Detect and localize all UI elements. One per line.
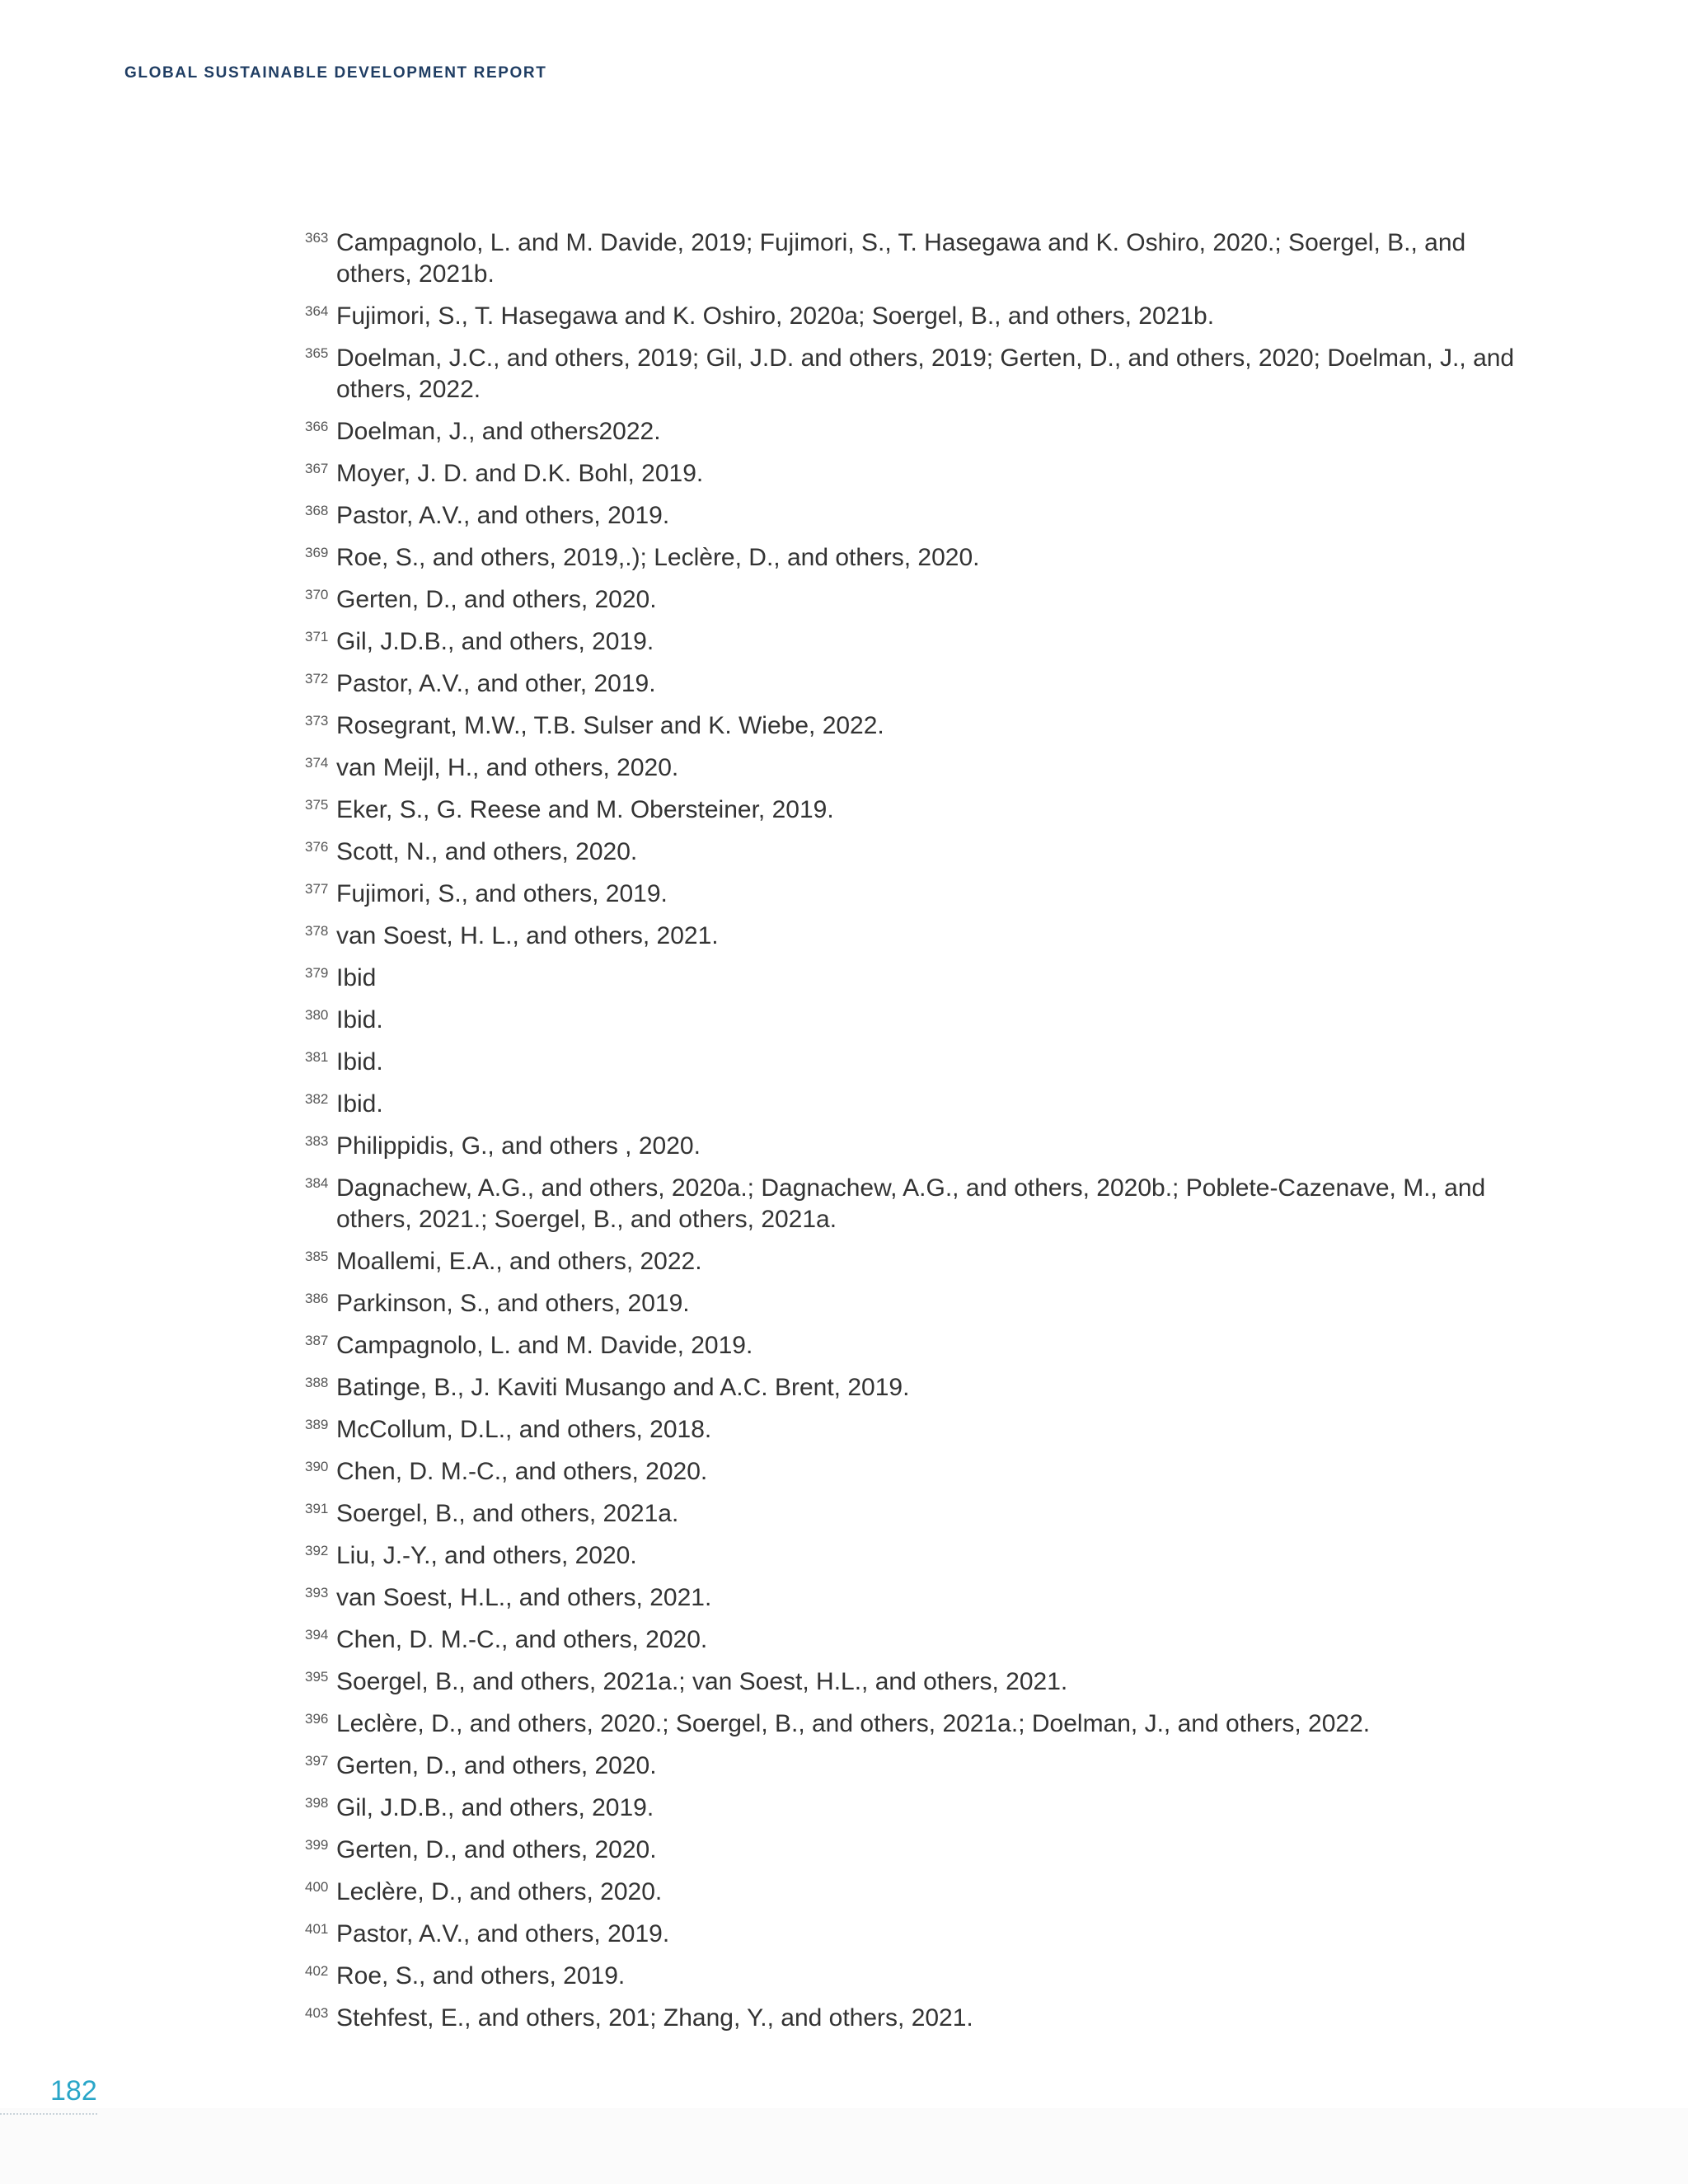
endnote-item bbox=[305, 1047, 1541, 1078]
endnote-text: Pastor, A.V., and other, 2019. bbox=[336, 670, 656, 697]
endnote-item bbox=[305, 343, 1541, 405]
endnote-text: Ibid. bbox=[336, 1090, 383, 1118]
endnote-text: Campagnolo, L. and M. Davide, 2019; Fujimori, S., T. Hasegawa and K. Oshiro, 2020.; Soergel, B., and others, 2021b. bbox=[336, 229, 1466, 288]
endnote-item bbox=[305, 1288, 1541, 1319]
endnote-item bbox=[305, 1877, 1541, 1908]
endnote-number: 380 bbox=[305, 1007, 329, 1023]
endnote-text: Roe, S., and others, 2019,.); Leclère, D., and others, 2020. bbox=[336, 544, 980, 571]
endnote-number: 384 bbox=[305, 1175, 329, 1191]
endnote-number: 385 bbox=[305, 1249, 329, 1264]
endnote-item bbox=[305, 1456, 1541, 1488]
endnote-number: 396 bbox=[305, 1711, 329, 1727]
endnote-item bbox=[305, 1961, 1541, 1992]
endnote-text: van Soest, H.L., and others, 2021. bbox=[336, 1584, 712, 1611]
endnote-number: 393 bbox=[305, 1585, 329, 1601]
endnote-item bbox=[305, 1498, 1541, 1530]
endnote-number: 401 bbox=[305, 1921, 329, 1937]
endnote-number: 373 bbox=[305, 713, 329, 729]
endnote-text: Doelman, J., and others2022. bbox=[336, 418, 661, 445]
endnote-text: Fujimori, S., T. Hasegawa and K. Oshiro, 2020a; Soergel, B., and others, 2021b. bbox=[336, 302, 1215, 330]
endnote-text: Gil, J.D.B., and others, 2019. bbox=[336, 628, 654, 655]
endnote-text: Stehfest, E., and others, 201; Zhang, Y., and others, 2021. bbox=[336, 2004, 973, 2032]
endnote-number: 403 bbox=[305, 2005, 329, 2021]
endnote-item bbox=[305, 1005, 1541, 1036]
endnote-item bbox=[305, 1793, 1541, 1824]
endnote-text: Gerten, D., and others, 2020. bbox=[336, 1836, 657, 1863]
endnote-item bbox=[305, 2003, 1541, 2034]
endnote-item bbox=[305, 1750, 1541, 1782]
endnote-number: 383 bbox=[305, 1133, 329, 1149]
endnote-number: 368 bbox=[305, 503, 329, 518]
endnote-text: Gil, J.D.B., and others, 2019. bbox=[336, 1794, 654, 1821]
endnote-number: 370 bbox=[305, 587, 329, 602]
endnote-item bbox=[305, 1708, 1541, 1740]
endnote-item bbox=[305, 1540, 1541, 1572]
endnote-item bbox=[305, 1131, 1541, 1162]
endnote-number: 395 bbox=[305, 1669, 329, 1685]
endnote-number: 386 bbox=[305, 1291, 329, 1306]
endnote-text: Soergel, B., and others, 2021a. bbox=[336, 1500, 679, 1527]
endnote-item bbox=[305, 921, 1541, 952]
endnote-text: Moallemi, E.A., and others, 2022. bbox=[336, 1248, 702, 1275]
endnote-item bbox=[305, 1330, 1541, 1361]
endnote-text: Moyer, J. D. and D.K. Bohl, 2019. bbox=[336, 460, 704, 487]
endnote-text: McCollum, D.L., and others, 2018. bbox=[336, 1416, 712, 1443]
endnote-number: 379 bbox=[305, 965, 329, 981]
endnote-item bbox=[305, 1372, 1541, 1404]
endnote-text: Soergel, B., and others, 2021a.; van Soest, H.L., and others, 2021. bbox=[336, 1668, 1068, 1695]
endnote-number: 394 bbox=[305, 1627, 329, 1643]
endnote-number: 402 bbox=[305, 1963, 329, 1979]
endnote-text: Doelman, J.C., and others, 2019; Gil, J.D. and others, 2019; Gerten, D., and others, 2020; Doelman, J., and others, 2022. bbox=[336, 344, 1515, 403]
endnote-item bbox=[305, 500, 1541, 532]
endnote-item bbox=[305, 1919, 1541, 1950]
endnote-item bbox=[305, 1624, 1541, 1656]
endnote-item bbox=[305, 458, 1541, 490]
endnote-text: Rosegrant, M.W., T.B. Sulser and K. Wiebe, 2022. bbox=[336, 712, 884, 739]
endnote-text: Chen, D. M.-C., and others, 2020. bbox=[336, 1626, 708, 1653]
endnote-item bbox=[305, 584, 1541, 616]
endnote-item bbox=[305, 879, 1541, 910]
endnote-text: van Soest, H. L., and others, 2021. bbox=[336, 922, 719, 949]
endnote-number: 399 bbox=[305, 1837, 329, 1853]
endnote-number: 382 bbox=[305, 1091, 329, 1107]
footer-dotted-rule bbox=[0, 2113, 97, 2115]
endnote-number: 400 bbox=[305, 1879, 329, 1895]
endnote-number: 377 bbox=[305, 881, 329, 897]
endnote-number: 367 bbox=[305, 461, 329, 476]
endnote-item bbox=[305, 710, 1541, 742]
endnote-item bbox=[305, 1835, 1541, 1866]
endnotes-list bbox=[305, 227, 1541, 2045]
endnote-number: 369 bbox=[305, 545, 329, 560]
endnote-item bbox=[305, 416, 1541, 448]
running-header: GLOBAL SUSTAINABLE DEVELOPMENT REPORT bbox=[124, 64, 547, 82]
endnote-number: 391 bbox=[305, 1501, 329, 1516]
endnote-item bbox=[305, 301, 1541, 332]
endnote-text: Pastor, A.V., and others, 2019. bbox=[336, 502, 670, 529]
endnote-number: 365 bbox=[305, 345, 329, 361]
endnote-text: Ibid. bbox=[336, 1006, 383, 1033]
endnote-number: 390 bbox=[305, 1459, 329, 1474]
endnote-number: 364 bbox=[305, 303, 329, 319]
endnote-item bbox=[305, 227, 1541, 290]
endnote-text: Philippidis, G., and others , 2020. bbox=[336, 1132, 701, 1160]
endnote-item bbox=[305, 963, 1541, 994]
endnote-text: Parkinson, S., and others, 2019. bbox=[336, 1290, 690, 1317]
endnote-number: 372 bbox=[305, 671, 329, 687]
endnote-item bbox=[305, 626, 1541, 658]
endnote-text: Fujimori, S., and others, 2019. bbox=[336, 880, 668, 907]
endnote-item bbox=[305, 1666, 1541, 1698]
endnote-number: 397 bbox=[305, 1753, 329, 1769]
endnote-item bbox=[305, 1089, 1541, 1120]
endnote-item bbox=[305, 668, 1541, 700]
endnote-text: Chen, D. M.-C., and others, 2020. bbox=[336, 1458, 708, 1485]
endnote-text: Leclère, D., and others, 2020.; Soergel, B., and others, 2021a.; Doelman, J., and others, 2022. bbox=[336, 1710, 1371, 1737]
endnote-number: 389 bbox=[305, 1417, 329, 1432]
page-number: 182 bbox=[50, 2075, 97, 2107]
endnote-item bbox=[305, 1582, 1541, 1614]
endnote-text: Batinge, B., J. Kaviti Musango and A.C. Brent, 2019. bbox=[336, 1374, 910, 1401]
endnote-text: Campagnolo, L. and M. Davide, 2019. bbox=[336, 1332, 753, 1359]
endnote-number: 374 bbox=[305, 755, 329, 771]
endnote-number: 387 bbox=[305, 1333, 329, 1348]
endnote-text: Gerten, D., and others, 2020. bbox=[336, 586, 657, 613]
footer-band bbox=[0, 2108, 1688, 2184]
endnote-text: van Meijl, H., and others, 2020. bbox=[336, 754, 679, 781]
endnote-item bbox=[305, 1246, 1541, 1277]
endnote-number: 375 bbox=[305, 797, 329, 813]
endnote-text: Pastor, A.V., and others, 2019. bbox=[336, 1920, 670, 1947]
endnote-number: 363 bbox=[305, 230, 329, 246]
endnote-text: Roe, S., and others, 2019. bbox=[336, 1962, 626, 1990]
endnote-item bbox=[305, 794, 1541, 826]
endnote-text: Liu, J.-Y., and others, 2020. bbox=[336, 1542, 637, 1569]
endnote-number: 398 bbox=[305, 1795, 329, 1811]
endnote-item bbox=[305, 752, 1541, 784]
endnote-item bbox=[305, 837, 1541, 868]
endnote-text: Ibid bbox=[336, 964, 377, 991]
endnote-item bbox=[305, 542, 1541, 574]
endnote-text: Leclère, D., and others, 2020. bbox=[336, 1878, 663, 1905]
endnote-text: Ibid. bbox=[336, 1048, 383, 1076]
endnote-number: 378 bbox=[305, 923, 329, 939]
endnote-item bbox=[305, 1173, 1541, 1235]
endnote-number: 392 bbox=[305, 1543, 329, 1558]
endnote-number: 366 bbox=[305, 419, 329, 434]
endnote-item bbox=[305, 1414, 1541, 1446]
endnote-text: Gerten, D., and others, 2020. bbox=[336, 1752, 657, 1779]
endnote-number: 381 bbox=[305, 1049, 329, 1065]
endnote-text: Eker, S., G. Reese and M. Obersteiner, 2019. bbox=[336, 796, 834, 823]
endnote-number: 388 bbox=[305, 1375, 329, 1390]
endnote-text: Dagnachew, A.G., and others, 2020a.; Dagnachew, A.G., and others, 2020b.; Poblete-Cazenave, M., and others, 2021.; Soergel, B., and others, 2021a. bbox=[336, 1174, 1486, 1233]
endnote-number: 376 bbox=[305, 839, 329, 855]
endnote-number: 371 bbox=[305, 629, 329, 644]
endnote-text: Scott, N., and others, 2020. bbox=[336, 838, 638, 865]
